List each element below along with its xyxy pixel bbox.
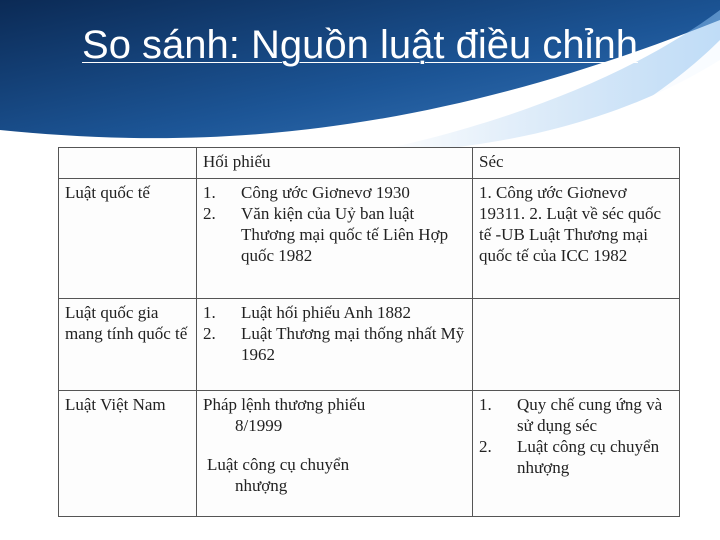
list-item: 2. Văn kiện của Uỷ ban luật Thương mại quốc tế Liên Hợp quốc 1982	[203, 204, 449, 265]
row-label: Luật quốc tế	[59, 179, 197, 299]
comparison-table	[58, 147, 680, 517]
list-item: 1. Công ước Giơnevơ 1930	[203, 183, 410, 202]
cell-hoi-phieu	[197, 299, 473, 391]
cell-sec	[473, 391, 680, 517]
row-label: Luật quốc gia mang tính quốc tế	[59, 299, 197, 391]
cell-sec: 1. Công ước Giơnevơ 19311. 2. Luật về séc quốc tế -UB Luật Thương mại quốc tế của ICC 1982	[473, 179, 680, 299]
hoi-phieu-line: 8/1999	[235, 416, 283, 435]
row-label: Luật Việt Nam	[59, 391, 197, 517]
hoi-phieu-line: nhượng	[235, 476, 288, 495]
cell-sec-empty	[473, 299, 680, 391]
list-item: 2. Luật Thương mại thống nhất Mỹ 1962	[203, 324, 465, 364]
list-item: 1. Luật hối phiếu Anh 1882	[203, 303, 411, 322]
slide-title: So sánh: Nguồn luật điều chỉnh	[82, 23, 638, 67]
list-item: 2. Luật công cụ chuyển nhượng	[479, 437, 660, 477]
hoi-phieu-line: Luật công cụ chuyển	[207, 455, 350, 474]
table-row-luat-quoc-te	[59, 179, 680, 299]
cell-hoi-phieu	[197, 179, 473, 299]
comparison-table-container	[58, 147, 679, 517]
table-header-row	[59, 148, 680, 179]
table-row-luat-viet-nam	[59, 391, 680, 517]
header-cell-empty	[59, 148, 197, 179]
table-row-luat-quoc-gia	[59, 299, 680, 391]
hoi-phieu-line: Pháp lệnh thương phiếu	[203, 395, 366, 414]
header-cell-hoi-phieu: Hối phiếu	[197, 148, 473, 179]
cell-hoi-phieu	[197, 391, 473, 517]
header-cell-sec: Séc	[473, 148, 680, 179]
list-item: 1. Quy chế cung ứng và sử dụng séc	[479, 395, 663, 435]
slide-header	[0, 0, 720, 150]
